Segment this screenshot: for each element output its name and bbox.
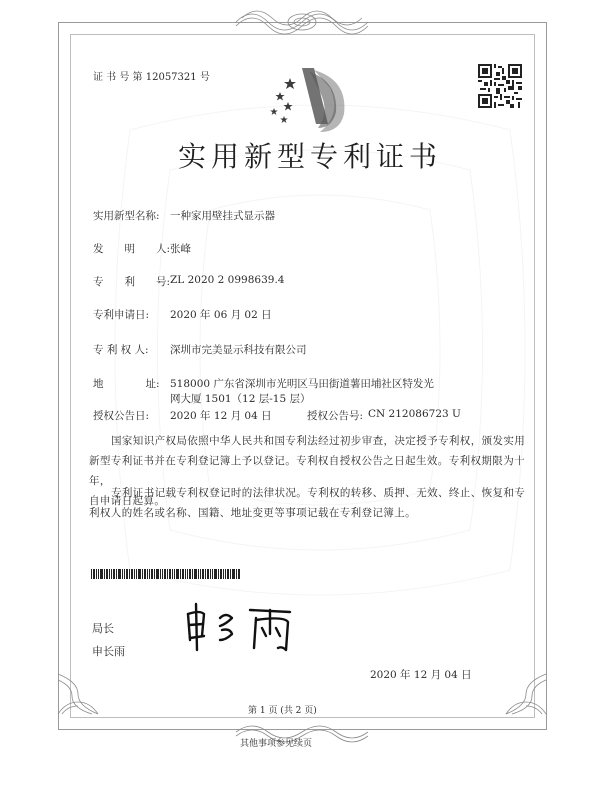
corner-ornament-left xyxy=(56,672,100,716)
certificate-title: 实用新型专利证书 xyxy=(178,140,443,173)
continuation-note: 其他事项参见续页 xyxy=(240,739,313,749)
statement-line: 国家知识产权局依照中华人民共和国专利法经过初步审查，决定授予专利权，颁发实用 xyxy=(111,435,526,447)
statement-line: 专利证书记载专利权登记时的法律状况。专利权的转移、质押、无效、终止、恢复和专 xyxy=(111,487,526,499)
certificate-number-label: 证 书 号 第 xyxy=(93,72,143,83)
statement-line: 利权人的姓名或名称、国籍、地址变更等事项记载在专利登记簿上。 xyxy=(89,507,416,519)
patent-number-value: ZL 2020 2 0998639.4 xyxy=(170,274,285,286)
address-line-2: 网大厦 1501（12 层-15 层） xyxy=(170,393,311,405)
grant-number-label: 授权公告号: xyxy=(307,410,364,422)
filing-date-label: 专利申请日: xyxy=(93,309,150,321)
grant-number-value: CN 212086723 U xyxy=(368,408,461,420)
grant-date-value: 2020 年 12 月 04 日 xyxy=(170,410,272,422)
page-indicator: 第 1 页 (共 2 页) xyxy=(248,706,317,716)
patent-office-emblem xyxy=(258,62,350,134)
invention-name-value: 一种家用壁挂式显示器 xyxy=(170,210,275,222)
statement-paragraph-2 xyxy=(89,483,529,523)
signature-title: 局长 xyxy=(92,622,114,635)
patent-holder-label: 专 利 权 人: xyxy=(93,344,149,356)
signature-name: 申长雨 xyxy=(92,645,125,658)
barcode xyxy=(91,569,241,579)
signature-date: 2020 年 12 月 04 日 xyxy=(370,669,472,681)
filing-date-value: 2020 年 06 月 02 日 xyxy=(170,309,272,321)
handwritten-signature xyxy=(180,600,300,652)
certificate-number-suffix: 号 xyxy=(199,72,210,83)
top-ornament xyxy=(232,4,372,38)
statement-line: 新型专利证书并在专利登记簿上予以登记。专利权自授权公告之日起生效。专利权期限为十年， xyxy=(89,455,525,487)
address-label: 地 址: xyxy=(93,378,160,390)
corner-ornament-right xyxy=(504,672,548,716)
patent-holder-value: 深圳市完美显示科技有限公司 xyxy=(170,344,307,356)
invention-name-label: 实用新型名称: xyxy=(93,210,160,222)
certificate-number xyxy=(93,68,210,83)
statement-line: 自申请日起算。 xyxy=(89,495,166,507)
certificate-number-value: 12057321 xyxy=(145,72,197,83)
patent-number-label: 专 利 号: xyxy=(93,276,171,288)
inventor-label: 发 明 人: xyxy=(93,243,171,255)
inventor-value: 张峰 xyxy=(170,243,191,255)
grant-date-label: 授权公告日: xyxy=(93,410,150,422)
address-line-1: 518000 广东省深圳市光明区马田街道薯田埔社区特发光 xyxy=(170,378,434,390)
qr-code xyxy=(478,64,522,108)
